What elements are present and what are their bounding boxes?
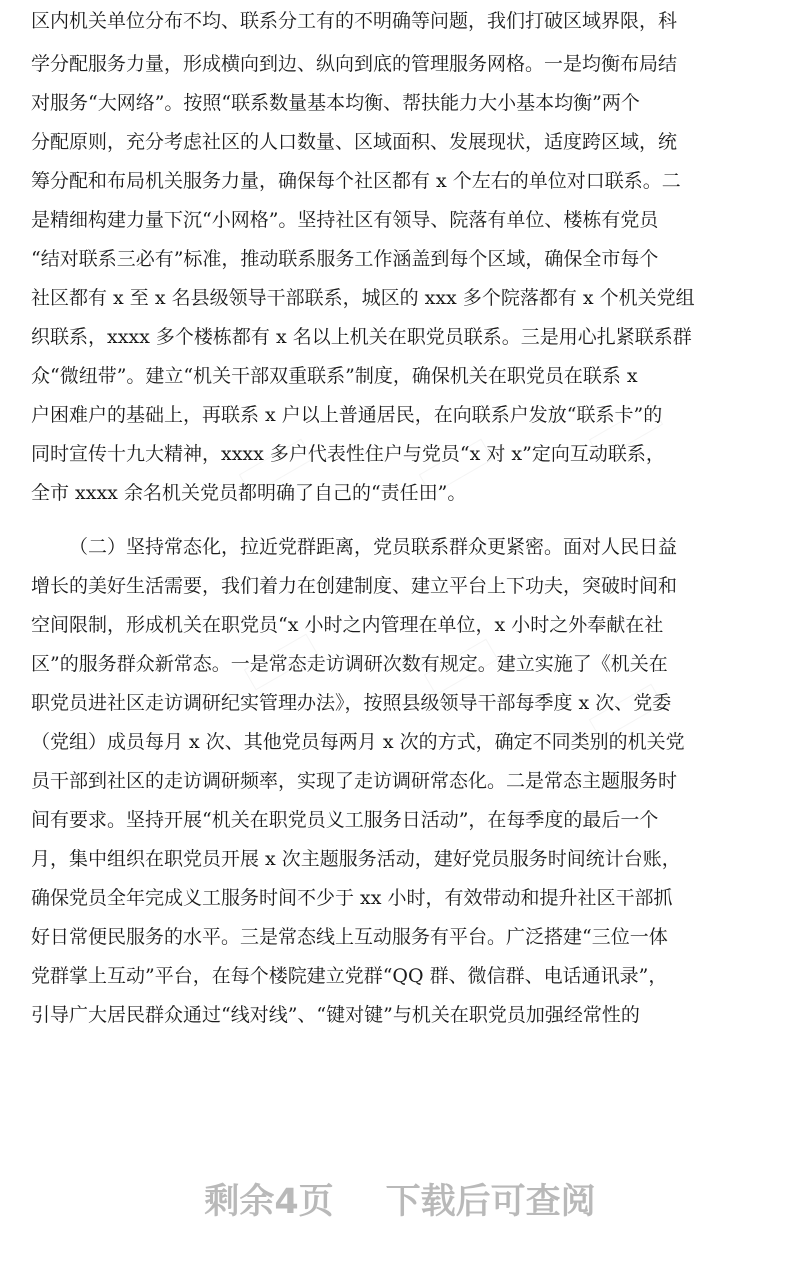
- paragraph-line: （党组）成员每月 x 次、其他党员每两月 x 次的方式，确定不同类别的机关党: [31, 731, 685, 753]
- paragraph-line: 筹分配和布局机关服务力量，确保每个社区都有 x 个左右的单位对口联系。二: [31, 170, 681, 192]
- remaining-pages-text: 剩余4页: [204, 1182, 334, 1222]
- paragraph-line: 对服务“大网络”。按照“联系数量基本均衡、帮扶能力大小基本均衡”两个: [31, 92, 640, 114]
- paragraph-line: 员干部到社区的走访调研频率，实现了走访调研常态化。二是常态主题服务时: [31, 770, 678, 792]
- paragraph-line: 同时宣传十九大精神，xxxx 多户代表性住户与党员“x 对 x”定向互动联系，: [31, 443, 665, 465]
- paragraph-line: 引导广大居民群众通过“线对线”、“键对键”与机关在职党员加强经常性的: [31, 1004, 640, 1026]
- paragraph-line: 分配原则，充分考虑社区的人口数量、区域面积、发展现状，适度跨区域，统: [31, 131, 678, 153]
- paragraph-line: 是精细构建力量下沉“小网格”。坚持社区有领导、院落有单位、楼栋有党员: [31, 209, 659, 231]
- download-hint-text: 下载后可查阅: [385, 1182, 596, 1222]
- paragraph-line: 确保党员全年完成义工服务时间不少于 xx 小时，有效带动和提升社区干部抓: [31, 887, 673, 909]
- paragraph-line: 好日常便民服务的水平。三是常态线上互动服务有平台。广泛搭建“三位一体: [31, 926, 668, 948]
- paragraph-line: 空间限制，形成机关在职党员“x 小时之内管理在单位，x 小时之外奉献在社: [31, 614, 664, 636]
- paragraph-line: 户困难户的基础上，再联系 x 户以上普通居民，在向联系户发放“联系卡”的: [31, 404, 663, 426]
- paragraph-line: 区内机关单位分布不均、联系分工有的不明确等问题，我们打破区域界限，科: [31, 10, 678, 32]
- paragraph-line: “结对联系三必有”标准，推动联系服务工作涵盖到每个区域，确保全市每个: [31, 248, 659, 270]
- paragraph-line: 全市 xxxx 余名机关党员都明确了自己的“责任田”。: [31, 482, 467, 504]
- paragraph-line: 月，集中组织在职党员开展 x 次主题服务活动，建好党员服务时间统计台账，: [31, 848, 681, 870]
- paragraph-line: 织联系，xxxx 多个楼栋都有 x 名以上机关在职党员联系。三是用心扎紧联系群: [31, 326, 692, 348]
- paragraph-line: 众“微纽带”。建立“机关干部双重联系”制度，确保机关在职党员在联系 x: [31, 365, 638, 387]
- section-heading-line: （二）坚持常态化，拉近党群距离，党员联系群众更紧密。面对人民日益: [69, 536, 678, 558]
- paragraph-line: 职党员进社区走访调研纪实管理办法》，按照县级领导干部每季度 x 次、党委: [31, 692, 672, 714]
- download-prompt-banner[interactable]: [0, 1172, 800, 1232]
- paragraph-line: 间有要求。坚持开展“机关在职党员义工服务日活动”，在每季度的最后一个: [31, 809, 659, 831]
- paragraph-line: 社区都有 x 至 x 名县级领导干部联系，城区的 xxx 多个院落都有 x 个机关党组: [31, 287, 695, 309]
- paragraph-line: 党群掌上互动”平台，在每个楼院建立党群“QQ 群、微信群、电话通讯录”，: [31, 965, 668, 987]
- paragraph-line: 增长的美好生活需要，我们着力在创建制度、建立平台上下功夫，突破时间和: [31, 575, 678, 597]
- paragraph-line: 学分配服务力量，形成横向到边、纵向到底的管理服务网格。一是均衡布局结: [31, 53, 678, 75]
- paragraph-line: 区”的服务群众新常态。一是常态走访调研次数有规定。建立实施了《机关在: [31, 653, 668, 675]
